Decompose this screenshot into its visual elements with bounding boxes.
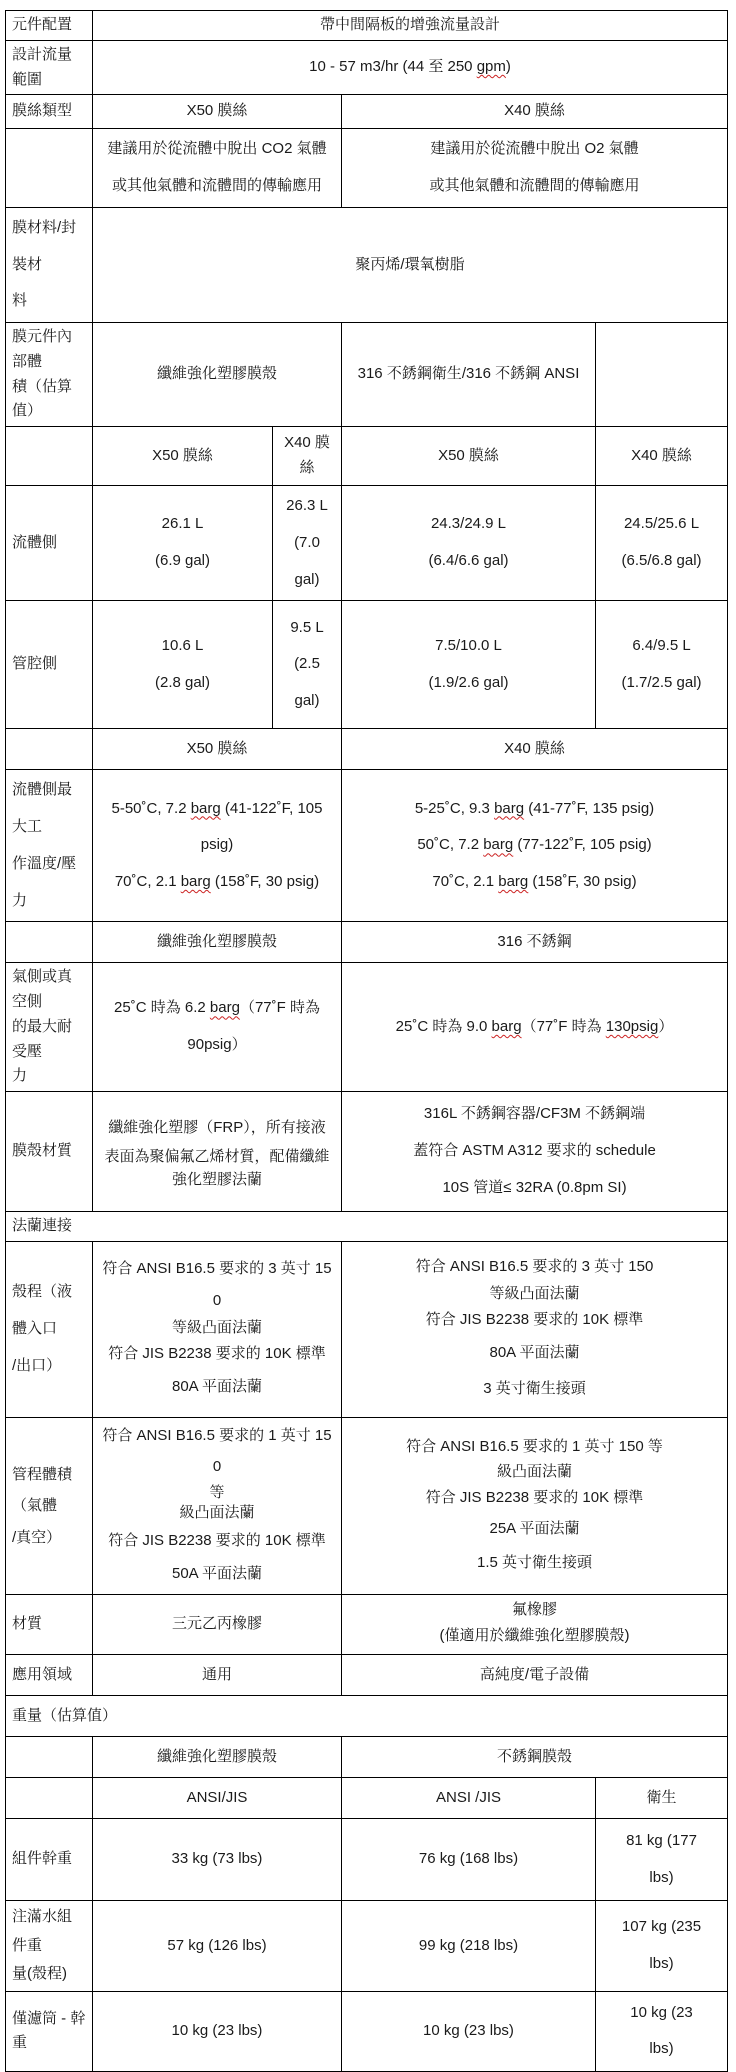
spellcheck-word: barg (494, 799, 525, 817)
line (348, 791, 721, 828)
cell-sanitary (596, 1991, 728, 2071)
line (99, 990, 335, 1027)
cell-frp-x40 (273, 601, 342, 729)
line: 符合 ANSI B16.5 要求的 3 英寸 150 (102, 1260, 332, 1309)
cell-frp: 纖維強化塑膠膜殼 (93, 323, 342, 427)
line: 氟橡膠 (512, 1601, 558, 1619)
line: 膜元件內部體 (12, 328, 73, 370)
cell-frp (93, 1092, 342, 1212)
line: gal) (294, 692, 320, 710)
cell-ss (342, 1595, 728, 1655)
cell-x50 (93, 129, 342, 208)
cell-value: 聚丙烯/環氧樹脂 (93, 207, 728, 322)
cell-frp: 三元乙丙橡膠 (93, 1595, 342, 1655)
text-fragment: 5-50˚C, 7.2 (111, 799, 191, 817)
row-pressure (6, 963, 728, 1092)
row-seal-material (6, 1595, 728, 1655)
line: 1.5 英寸衛生接頭 (476, 1553, 593, 1571)
line: 級凸面法蘭 (179, 1504, 255, 1522)
line: (6.4/6.6 gal) (428, 552, 509, 570)
row-weight-sub (6, 1778, 728, 1819)
cell-frp (93, 1417, 342, 1595)
row-label (6, 207, 93, 322)
row-label: 元件配置 (6, 11, 93, 41)
row-application (6, 1655, 728, 1696)
text-fragment: 70˚C, 2.1 (114, 873, 181, 891)
row-volume-header (6, 323, 728, 427)
line: 級凸面法蘭 (497, 1462, 573, 1480)
cell-frp-x50 (93, 601, 273, 729)
row-component-config (6, 11, 728, 41)
text-fragment: (158˚F, 30 psig) (210, 873, 320, 891)
cell-value: 帶中間隔板的增強流量設計 (93, 11, 728, 41)
line: 或其他氣體和流體間的傳輸應用 (111, 177, 322, 194)
cell-x40 (342, 129, 728, 208)
row-label: 材質 (6, 1595, 93, 1655)
cell-frp: 通用 (93, 1655, 342, 1696)
cell-frp: ANSI/JIS (93, 1778, 342, 1819)
row-lumen-connection (6, 1417, 728, 1595)
cell-ss: ANSI /JIS (342, 1778, 596, 1819)
line: 26.1 L (161, 515, 204, 533)
cell-ss-x40 (596, 486, 728, 601)
spellcheck-word: gpm (476, 58, 506, 76)
cell-frp: 57 kg (126 lbs) (93, 1901, 342, 1992)
spellcheck-word: 130psig (605, 1017, 659, 1035)
text-fragment: 5-25˚C, 9.3 (414, 799, 495, 817)
line: 或其他氣體和流體間的傳輸應用 (429, 177, 640, 194)
text-fragment: 70˚C, 2.1 (432, 873, 499, 891)
line: 管程體積（氣體 (12, 1465, 73, 1515)
line: 符合 ANSI B16.5 要求的 3 英寸 150 (415, 1257, 654, 1275)
line: (7.0 (294, 533, 320, 551)
row-lumen-side (6, 601, 728, 729)
line: 80A 平面法蘭 (489, 1343, 580, 1361)
spellcheck-word: barg (209, 999, 240, 1017)
row-wet-weight (6, 1901, 728, 1992)
row-dry-weight (6, 1819, 728, 1901)
line: psig) (200, 836, 234, 854)
line: 10S 管道≤ 32RA (0.8pm SI) (442, 1178, 627, 1196)
text-fragment: ) (505, 58, 511, 76)
line: 強化塑膠法蘭 (171, 1171, 262, 1188)
row-weight (6, 1696, 728, 1737)
text-fragment: 25˚C 時為 6.2 (114, 999, 210, 1017)
cell-ss (342, 1092, 728, 1212)
line: 3 英寸衛生接頭 (483, 1380, 586, 1398)
line (348, 827, 721, 864)
line: 25A 平面法蘭 (489, 1520, 580, 1537)
row-label: 膜殼材質 (6, 1092, 93, 1212)
line: 符合 JIS B2238 要求的 10K 標準 (425, 1488, 644, 1506)
cell-sanitary: 衛生 (596, 1778, 728, 1819)
cell-frp: 纖維強化塑膠膜殼 (93, 922, 342, 963)
line: 表面為聚偏氟乙烯材質，配備纖維 (104, 1147, 330, 1165)
text-fragment: ） (658, 1017, 674, 1035)
row-membrane-type (6, 95, 728, 129)
line: 力 (12, 1067, 28, 1085)
section-label: 法蘭連接 (6, 1212, 728, 1242)
line: 符合 JIS B2238 要求的 10K 標準 (108, 1531, 326, 1549)
line: 符合 JIS B2238 要求的 10K 標準 (425, 1311, 644, 1328)
spellcheck-word: barg (491, 1017, 522, 1035)
line: 符合 JIS B2238 要求的 10K 標準 (108, 1345, 326, 1363)
row-label-empty (6, 427, 93, 486)
row-label (6, 1417, 93, 1595)
cell-frp-x50 (93, 486, 273, 601)
cell-x40: X40 膜絲 (342, 729, 728, 770)
cell-x50: X50 膜絲 (93, 95, 342, 129)
row-label (6, 1901, 93, 1992)
line: 80A 平面法蘭 (171, 1377, 263, 1395)
line: (2.5 (294, 655, 320, 673)
line: 7.5/10.0 L (435, 637, 502, 654)
text-fragment: （77˚F 時為 (521, 1017, 606, 1035)
cell-frp: 纖維強化塑膠膜殼 (93, 1737, 342, 1778)
cell-value (93, 40, 728, 95)
line: 10.6 L (161, 637, 204, 654)
spellcheck-word: barg (483, 836, 514, 854)
cell-ss: 316 不銹鋼衛生/316 不銹鋼 ANSI (342, 323, 596, 427)
cell-frp (93, 1241, 342, 1417)
spec-table (5, 10, 728, 2072)
cell-frp-x40 (273, 486, 342, 601)
cell-frp (93, 963, 342, 1092)
row-label-empty (6, 729, 93, 770)
line: (1.7/2.5 gal) (621, 673, 702, 691)
cell-ss-x50 (342, 486, 596, 601)
row-recommend (6, 129, 728, 208)
line: 81 kg (177 (626, 1832, 697, 1849)
text-fragment: (158˚F, 30 psig) (528, 873, 637, 891)
section-label: 重量（估算值） (6, 1696, 728, 1737)
line: 膜材料/封裝材 (12, 218, 77, 273)
cell-sanitary (596, 1901, 728, 1992)
cell-ss: 76 kg (168 lbs) (342, 1819, 596, 1901)
spellcheck-word: barg (498, 873, 529, 891)
line: 90psig） (187, 1036, 247, 1054)
cell-ss (342, 1417, 728, 1595)
cell-ss: 10 kg (23 lbs) (342, 1991, 596, 2071)
cell-ss: 不銹鋼膜殼 (342, 1737, 728, 1778)
line: 殼程（液體入口 (12, 1283, 73, 1337)
row-shell-connection (6, 1241, 728, 1417)
line: /出口） (12, 1356, 62, 1374)
line: 26.3 L (286, 497, 328, 514)
line: lbs) (649, 1868, 674, 1886)
cell-empty (596, 323, 728, 427)
row-weight-header (6, 1737, 728, 1778)
line: /真空） (12, 1528, 62, 1546)
row-shell-side (6, 486, 728, 601)
row-label-empty (6, 922, 93, 963)
row-label: 組件幹重 (6, 1819, 93, 1901)
text-fragment: (41-122˚F, 105 (220, 799, 323, 817)
line: 作溫度/壓力 (12, 854, 77, 909)
row-label: 應用領域 (6, 1655, 93, 1696)
cell-ss: 316 不銹鋼 (342, 922, 728, 963)
line: 24.3/24.9 L (430, 515, 507, 533)
line: 纖維強化塑膠（FRP），所有接液 (108, 1119, 326, 1136)
line: 316L 不銹鋼容器/CF3M 不銹鋼端 (423, 1105, 646, 1123)
row-label-empty (6, 1778, 93, 1819)
line: 注滿水組件重 (12, 1908, 73, 1954)
line: 50A 平面法蘭 (171, 1565, 263, 1583)
text-fragment: 50˚C, 7.2 (417, 836, 484, 854)
cell-ss-x40: X40 膜絲 (596, 427, 728, 486)
row-label: 膜絲類型 (6, 95, 93, 129)
line (348, 864, 721, 901)
cell-ss: 高純度/電子設備 (342, 1655, 728, 1696)
row-label: 設計流量範圍 (6, 40, 93, 95)
line: 10 kg (23 (630, 2003, 693, 2021)
row-label-empty (6, 129, 93, 208)
line (99, 791, 335, 828)
cell-ss (342, 963, 728, 1092)
line: lbs) (649, 1955, 674, 1972)
row-housing-header (6, 922, 728, 963)
cell-x50: X50 膜絲 (93, 729, 342, 770)
spellcheck-word: barg (180, 873, 211, 891)
row-label (6, 963, 93, 1092)
line: X40 膜 (284, 434, 330, 452)
cell-x40 (342, 770, 728, 922)
line: 氣側或真空側 (12, 968, 73, 1010)
line: 建議用於從流體中脫出 CO2 氣體 (107, 140, 327, 158)
cell-ss-x50: X50 膜絲 (342, 427, 596, 486)
line: 建議用於從流體中脫出 O2 氣體 (430, 140, 639, 158)
line: (6.9 gal) (154, 552, 211, 570)
line: 蓋符合 ASTM A312 要求的 schedule (413, 1142, 656, 1160)
cell-x40: X40 膜絲 (342, 95, 728, 129)
cell-ss-x50 (342, 601, 596, 729)
row-label: 流體側 (6, 486, 93, 601)
line: gal) (294, 570, 320, 588)
cell-frp-x40 (273, 427, 342, 486)
line: (僅適用於纖維強化塑膠膜殼) (439, 1626, 630, 1644)
line: 24.5/25.6 L (623, 515, 700, 533)
text-fragment: 10 - 57 m3/hr (44 至 250 (309, 58, 477, 76)
line: 符合 ANSI B16.5 要求的 1 英寸 150 (102, 1426, 332, 1476)
row-label (6, 770, 93, 922)
line: 等 (209, 1483, 225, 1501)
line: lbs) (649, 2040, 674, 2058)
text-fragment: （77˚F 時為 (239, 999, 320, 1017)
cell-frp: 33 kg (73 lbs) (93, 1819, 342, 1901)
line: (1.9/2.6 gal) (428, 673, 509, 691)
row-flow-range (6, 40, 728, 95)
line: 等級凸面法蘭 (171, 1319, 262, 1337)
row-filter-weight (6, 1991, 728, 2071)
line: 107 kg (235 (621, 1918, 702, 1936)
row-material (6, 207, 728, 322)
cell-ss-x40 (596, 601, 728, 729)
line: 流體側最大工 (12, 781, 73, 835)
row-label: 僅濾筒 - 幹重 (6, 1991, 93, 2071)
line: 量(殼程) (12, 1965, 67, 1983)
text-fragment: 25˚C 時為 9.0 (395, 1017, 492, 1035)
row-volume-sub (6, 427, 728, 486)
line: 的最大耐受壓 (12, 1017, 73, 1060)
line (99, 864, 335, 901)
row-label: 管腔側 (6, 601, 93, 729)
line: 9.5 L (290, 618, 324, 636)
row-label-empty (6, 1737, 93, 1778)
line: 符合 ANSI B16.5 要求的 1 英寸 150 等 (406, 1438, 663, 1455)
line: 積（估算值） (12, 377, 73, 420)
line: 等級凸面法蘭 (489, 1285, 580, 1302)
row-flange (6, 1212, 728, 1242)
text-fragment: (77-122˚F, 105 psig) (513, 836, 652, 854)
line: 6.4/9.5 L (632, 637, 691, 654)
row-temp-header (6, 729, 728, 770)
cell-frp: 10 kg (23 lbs) (93, 1991, 342, 2071)
line: (2.8 gal) (154, 673, 211, 691)
line: 料 (12, 292, 28, 310)
cell-frp-x50: X50 膜絲 (93, 427, 273, 486)
cell-sanitary (596, 1819, 728, 1901)
text-fragment: (41-77˚F, 135 psig) (524, 799, 655, 817)
row-label (6, 323, 93, 427)
line: 絲 (299, 459, 315, 476)
spellcheck-word: barg (190, 799, 221, 817)
line: (6.5/6.8 gal) (621, 552, 702, 570)
cell-ss: 99 kg (218 lbs) (342, 1901, 596, 1992)
row-shell-material (6, 1092, 728, 1212)
cell-x50 (93, 770, 342, 922)
row-label (6, 1241, 93, 1417)
cell-ss (342, 1241, 728, 1417)
row-temperature (6, 770, 728, 922)
